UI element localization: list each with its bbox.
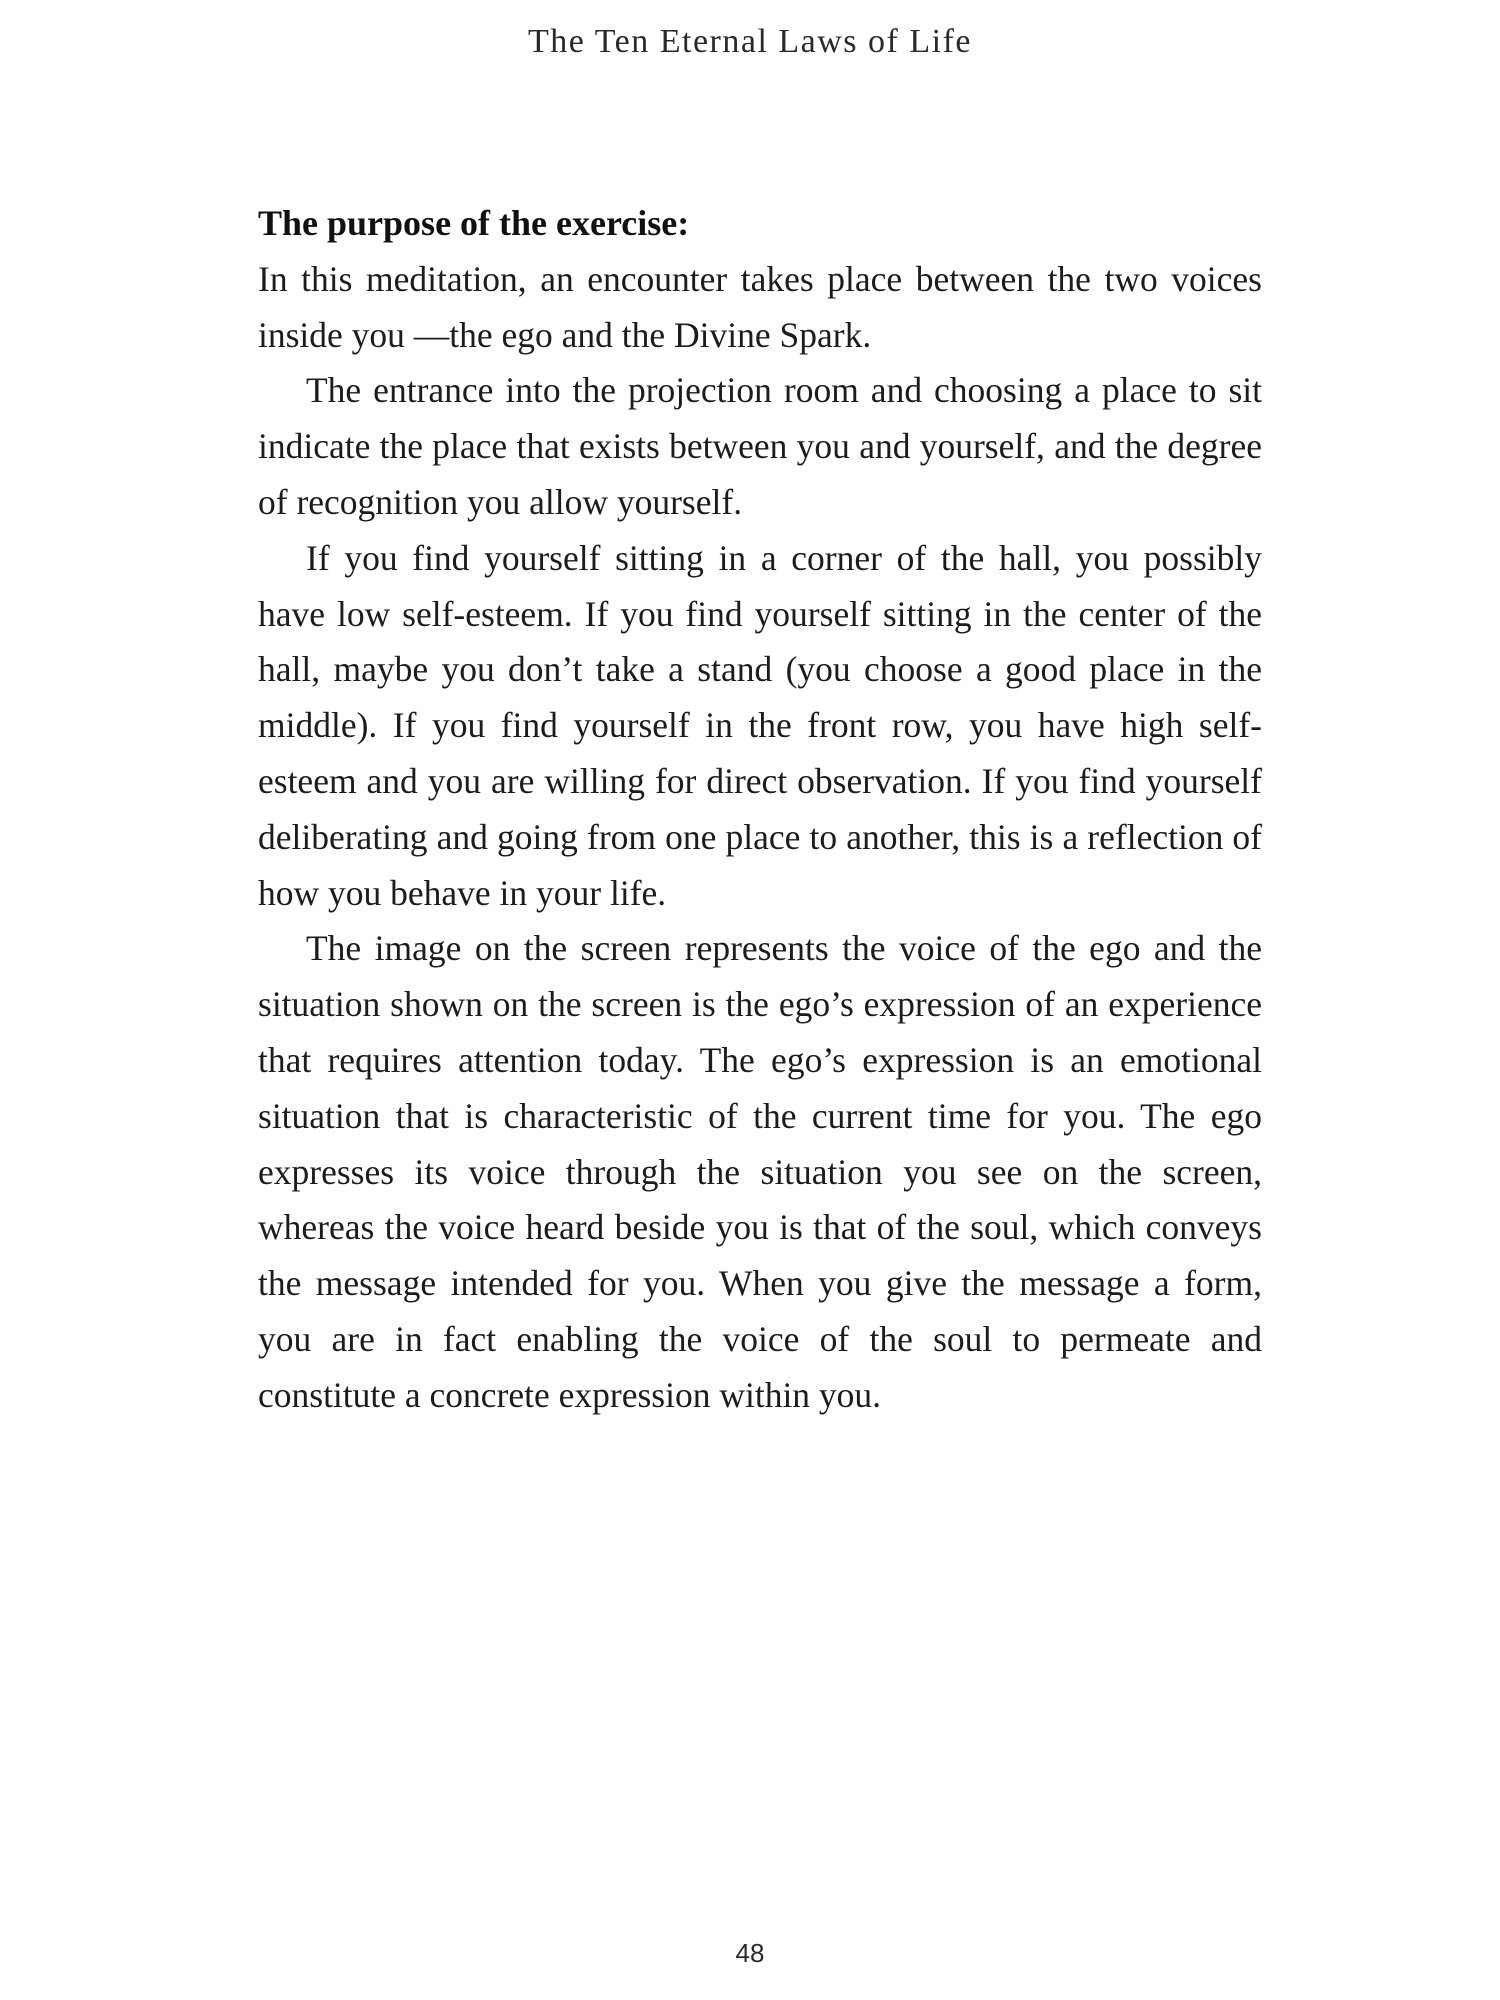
paragraph-projection-room: The entrance into the projection room and choosing a place to sit indicate the place that exists between you and yourself, and the degree of recognition you allow yourself. xyxy=(258,370,1262,522)
paragraph-screen-image: The image on the screen represents the voice of the ego and the situation shown on the screen is the ego’s expression of an experience that requires attention today. The ego’s expression is an emotional situation that is characteristic of the current time for you. The ego expresses its voice through the situation you see on the screen, whereas the voice heard beside you is that of the soul, which conveys the message intended for you. When you give the message a form, you are in fact enabling the voice of the soul to permeate and constitute a concrete expression within you. xyxy=(258,928,1262,1415)
body-text xyxy=(258,196,1262,1424)
paragraph-intro: In this meditation, an encounter takes place between the two voices inside you —the ego and the Divine Spark. xyxy=(258,258,1262,355)
paragraph-seating-position: If you find yourself sitting in a corner of the hall, you possibly have low self-esteem. If you find yourself sitting in the center of the hall, maybe you don’t take a stand (you choose a good place in the middle). If you find yourself in the front row, you have high self-esteem and you are willing for direct observation. If you find yourself deliberating and going from one place to another, this is a reflection of how you behave in your life. xyxy=(258,537,1262,913)
section-heading: The purpose of the exercise: xyxy=(258,203,690,243)
running-header: The Ten Eternal Laws of Life xyxy=(528,23,972,60)
page-number: 48 xyxy=(735,1938,765,1968)
